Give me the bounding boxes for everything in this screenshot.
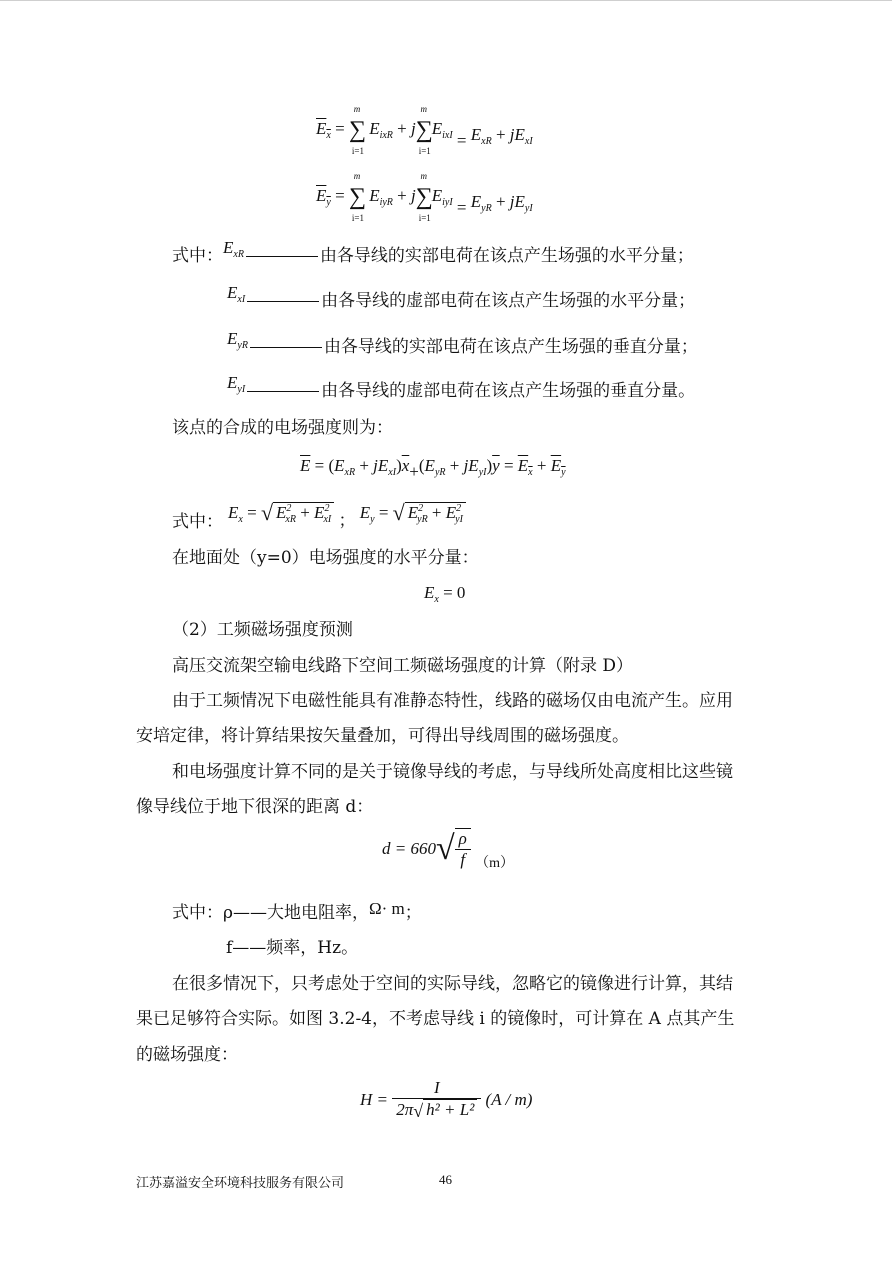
calc-title: 高压交流架空输电线路下空间工频磁场强度的计算（附录 D） [172,656,634,676]
sum-symbol: m ∑ i=1 [348,104,367,156]
page-number: 46 [439,1172,452,1187]
sum-symbol: m ∑ i=1 [415,171,433,223]
definition-eyr: $E_{yR}$ 由各导线的实部电荷在该点产生场强的垂直分量； [227,329,698,357]
paragraph-2-line-1: 和电场强度计算不同的是关于镜像导线的考虑，与导线所处高度相比这些镜 [172,762,733,782]
definition-eyi: $E_{yI}$ 由各导线的虚部电荷在该点产生场强的垂直分量。 [227,373,696,401]
formula-ex-zero: $E_x = 0$ [424,583,466,605]
formula-combined: $\overline{E} = (E_{xR} + jE_{xI})\overline{x}+(E_{yR} + jE_{yI})\overline{y} = E_x + E_y$ [300,456,566,481]
rho-definition: 式中：ρ——大地电阻率，Ω· m； [172,899,422,923]
formula-h: H = $\frac{I}{\text{2π√ h² + L²}}$ (A / m) [360,1078,533,1121]
combined-intro: 该点的合成的电场强度则为： [172,418,393,438]
paragraph-3-line-1: 在很多情况下，只考虑处于空间的实际导线，忽略它的镜像进行计算，其结 [172,974,733,994]
paragraph-2-line-2: 像导线位于地下很深的距离 d： [136,797,374,817]
footer-company: 江苏嘉溢安全环境科技服务有限公司 [136,1175,345,1190]
definition-exr: 式中：$E_{xR}$ 由各导线的实部电荷在该点产生场强的水平分量； [172,238,694,266]
sum-symbol: m ∑ i=1 [348,171,367,223]
f-definition: f——频率，Hz。 [226,938,359,958]
paragraph-1-line-2: 安培定律，将计算结果按矢量叠加，可得出导线周围的磁场强度。 [136,726,629,746]
ground-horizontal-text: 在地面处（y=0）电场强度的水平分量： [172,548,479,568]
formula-magnitudes: $E_x$ = √ $E^2_{xR} + E^2_{xI}$ ； $E_y$ = √ $E^2_{yR} + E^2_{yI}$ [228,498,466,526]
section-heading: （2）工频磁场强度预测 [172,620,353,640]
sum-symbol: m ∑ i=1 [415,104,433,156]
paragraph-3-line-2: 果已足够符合实际。如图 3.2-4，不考虑导线 i 的镜像时，可计算在 A 点其产生 [136,1009,735,1029]
formula-ex: $E_x$ = m ∑ i=1 $E_{ixR} + j$ m ∑ i=1 $E_{ixI} = E_{xR} + jE_{xI}$ [316,104,533,156]
definition-exi: $E_{xI}$ 由各导线的虚部电荷在该点产生场强的水平分量； [227,283,696,311]
paragraph-3-line-3: 的磁场强度： [136,1045,238,1065]
formula-ey: $E_y$ = m ∑ i=1 $E_{iyR} + j$ m ∑ i=1 $E_{iyI} = E_{yR} + jE_{yI}$ [316,171,533,223]
paragraph-1-line-1: 由于工频情况下电磁性能具有准静态特性，线路的磁场仅由电流产生。应用 [172,691,733,711]
formula-d: d = 660√ $\frac{\rho}{f}$ $_{(m)}$ [382,829,514,871]
where-magnitudes: 式中： [172,512,223,532]
